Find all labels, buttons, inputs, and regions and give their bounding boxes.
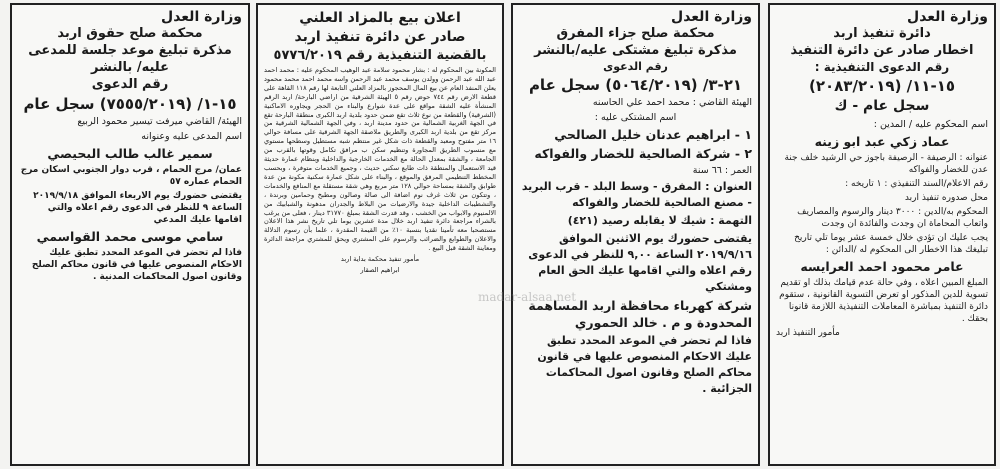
accused-2: ٢ - شركة الصالحية للخضار والفواكه	[534, 146, 752, 161]
case-number: ٢١-٣/ (٥٠٦٤/٢٠١٩) سجل عام	[528, 76, 743, 94]
notice-civil-court	[10, 3, 250, 466]
notice-title: مذكرة تبليغ موعد جلسة للمدعى عليه/ بالنشر	[28, 43, 232, 75]
amount: المحكوم به/الدين : ٣٠٠٠ دينار والرسوم والمصاريف واتعاب المحاماة ان وجدت والفائدة ان وجدت	[797, 207, 988, 229]
defendant-name: عماد زكي عبد ابو زينه	[814, 134, 950, 149]
judge: الهيئة/ القاضي ميرفت تيسير محمود الربيع	[77, 116, 242, 127]
signature: مأمور التنفيذ اربد	[776, 328, 840, 338]
court-name: محكمة صلح جزاء المفرق	[556, 26, 715, 41]
auction-title: اعلان بيع بالمزاد العلني	[299, 10, 461, 26]
address: العنوان : المفرق - وسط البلد - قرب البريد - مصنع الصالحية للخضار والفواكه	[521, 180, 752, 209]
auction-case: بالقضية التنفيذية رقم ٥٧٧٦/٢٠١٩	[273, 48, 487, 63]
notice-execution-notification	[768, 3, 996, 466]
court-name: محكمة صلح حقوق اربد	[57, 26, 203, 41]
ministry-name: وزارة العدل	[671, 9, 752, 25]
defendant-label: اسم المحكوم عليه / المدين :	[873, 119, 988, 130]
warning: فاذا لم تحضر في الموعد المحدد تطبق عليك الاحكام المنصوص عليها في قانون محاكم الصلح وقانون اصول المحاكمات المدنية .	[31, 248, 242, 282]
creditor-name: عامر محمود احمد العرايسه	[800, 259, 964, 274]
plaintiff-name: سامي موسى محمد القواسمي	[36, 229, 224, 244]
source: محل صدوره تنفيذ اربد	[904, 193, 988, 203]
reference: رقم الاعلام/السند التنفيذي : ١ تاريخه :	[845, 179, 988, 189]
case-number: ١٥-١١/ (٢٠٨٣/٢٠١٩)	[808, 77, 955, 95]
closing-text: المبلغ المبين اعلاه ، وفي حالة عدم قيامك بذلك او تقديم تسوية للدين المذكور او تعرض التسوية القانونية ، ستقوم دائرة التنفيذ بمباشرة المعاملات التنفيذية اللازمة قانونا بحقك .	[779, 278, 988, 324]
case-label: رقم الدعوى	[91, 77, 169, 92]
case-number: ١٥-١/ (٧٥٥٥/٢٠١٩) سجل عام	[23, 95, 237, 113]
duty-text: يجب عليك ان تؤدي خلال خمسة عشر يوما تلي تاريخ تبليغك هذا الاخطار الى المحكوم له /الدائن :	[794, 233, 988, 255]
auction-text: المكونة بين المحكوم له : بشار محمود سلامة عبد الوهيب المحكوم عليه : محمد احمد عبد الله عبد الرحمن وولدن يوسف محمد عبد الرحمن واسه محمد احمد محمد محمود يعلن المنفذ العام عن بيع المال المحجوز بالمزاد العلني التابعة لها رقم ١١٨ القاهة على قطعة الارض رقم ٧٤٤ حوض رقم ٥ الهيئة الشرقية من اراضي البارحة/ اربد الرقم المنشأة عليه الشقة مواقع على عدة شوارع والبناء من الحجر ويجاوره الاماكنية (الشرقية) والقطعة من نوع ثلاث تقع ضمن حدود بلدية اربد الكبرى منطقة البارحة تقع في الجهة الغربية الشمالية من حدود مدينة اربد ، وفي الجهة الشمالية الشرقية من مركز تقع من بلدية اربد الكبرى والطريق ملاصقة الجهة الشرقية على مسافة حوالي ١٦ متر مفتوح ومعبد والقطعة ذات شكل غير منتظم شبه مستطيل وسطحها مستوي مع منسوب الطريق المجاورة وتنظيم سكن ب مرافق تكامل وقوتها بالقرب من الجامعة ، والشقة بمعدل الحالة مع الخدمات الخارجية والداخلية وبنظام عمارة حديثة قيد الاستعمال والمنطقة ذات طابع سكني حديث ، وجميع الخدمات متوفرة ، وبحسب المخطط التنظيمي المرفق والموقع ، والبناء على شكل عمارة سكنية مكونة من عدة طوابق والشقة بمساحة حوالي ١٢٨ متر مربع وهي شقة مستقلة مع المنافع والخدمات ، وتتكون من ثلاث غرف نوم اضافة الى صالة وصالون ومطبخ وحمامين وبرندة ، والتشطيبات الداخلية جيدة والارضيات من البلاط والجدران مدهونة والشبابيك من الالمنيوم والابواب من الخشب ، وقد قدرت الشقة بمبلغ ٣١٧٧٠ دينار ، فعلى من يرغب بالشراء مراجعة دائرة تنفيذ اربد خلال مدة عشرين يوما تلي تاريخ نشر هذا الاعلان مستصحبا معه تأمينا نقديا بنسبة ١٠٪ من القيمة المقدرة ، علما بأن رسوم الدلالة والاعلان والطوابع والضرائب والرسوم على المشتري ويحق للمشتري مراجعة الدائرة ومعاينة الشقة قبل البيع .	[264, 66, 496, 253]
hearing: يقتضى حضورك يوم الاربعاء الموافق ٢٠١٩/٩/١٨ الساعة ٩ للنظر في الدعوى رقم اعلاه والتي اقامها عليك المدعي	[33, 191, 242, 225]
accused-1: ١ - ابراهيم عدنان خليل الصالحي	[554, 127, 752, 142]
ministry-name: وزارة العدل	[161, 9, 242, 25]
department-name: دائرة تنفيذ اربد	[833, 26, 931, 41]
notice-auction	[256, 3, 504, 466]
hearing: يقتضى حضورك يوم الاثنين الموافق ٢٠١٩/٩/١٦ الساعة ٩,٠٠ للنظر في الدعوى رقم اعلاه والتي اقامها عليك الحق العام ومشتكي	[528, 232, 752, 293]
ministry-name: وزارة العدل	[907, 9, 988, 25]
notice-title: مذكرة تبليغ مشتكى عليه/بالنشر	[534, 43, 737, 58]
case-label: رقم الدعوى التنفيذية :	[814, 60, 950, 74]
warning: فاذا لم تحضر في الموعد المحدد تطبق عليك الاحكام المنصوص عليها في قانون محاكم الصلح وقانون اصول المحاكمات الجزائية .	[537, 334, 752, 395]
defendant-address: عنوانه : الرصيفة - الرصيفة باجوز حي الرشيد خلف جنة عدن للخضار والفواكه	[784, 153, 988, 175]
signature: مأمور تنفيذ محكمة بداية اربد	[340, 255, 420, 264]
defendant-label: اسم المدعى عليه وعنوانه	[141, 131, 242, 142]
complainant: شركة كهرباء محافظة اربد المساهمة المحدودة و م . خالد الحموري	[528, 298, 752, 330]
register-type: سجل عام - ك	[834, 98, 930, 114]
accused-label: اسم المشتكى عليه :	[594, 112, 677, 123]
auction-subtitle: صادر عن دائرة تنفيذ اربد	[294, 29, 466, 45]
notice-criminal-court	[511, 3, 760, 466]
signer: ابراهيم الصقار	[360, 265, 400, 274]
defendant-name: سمير غالب طالب البحيصي	[47, 146, 213, 161]
case-label: رقم الدعوى	[603, 60, 668, 73]
watermark: madar-alsaa.net	[478, 290, 577, 304]
age: العمر : ٦٦ سنة	[692, 165, 752, 176]
judge: الهيئة القاضي : محمد احمد علي الحاسنه	[592, 97, 752, 108]
notice-title: اخطار صادر عن دائرة التنفيذ	[790, 43, 974, 58]
charge: التهمة : شيك لا يقابله رصيد (٤٢١)	[567, 214, 752, 227]
address: عمان/ مرج الحمام ، قرب دوار الجنوبي اسكان مرج الحمام عماره ٥٧	[20, 165, 242, 187]
